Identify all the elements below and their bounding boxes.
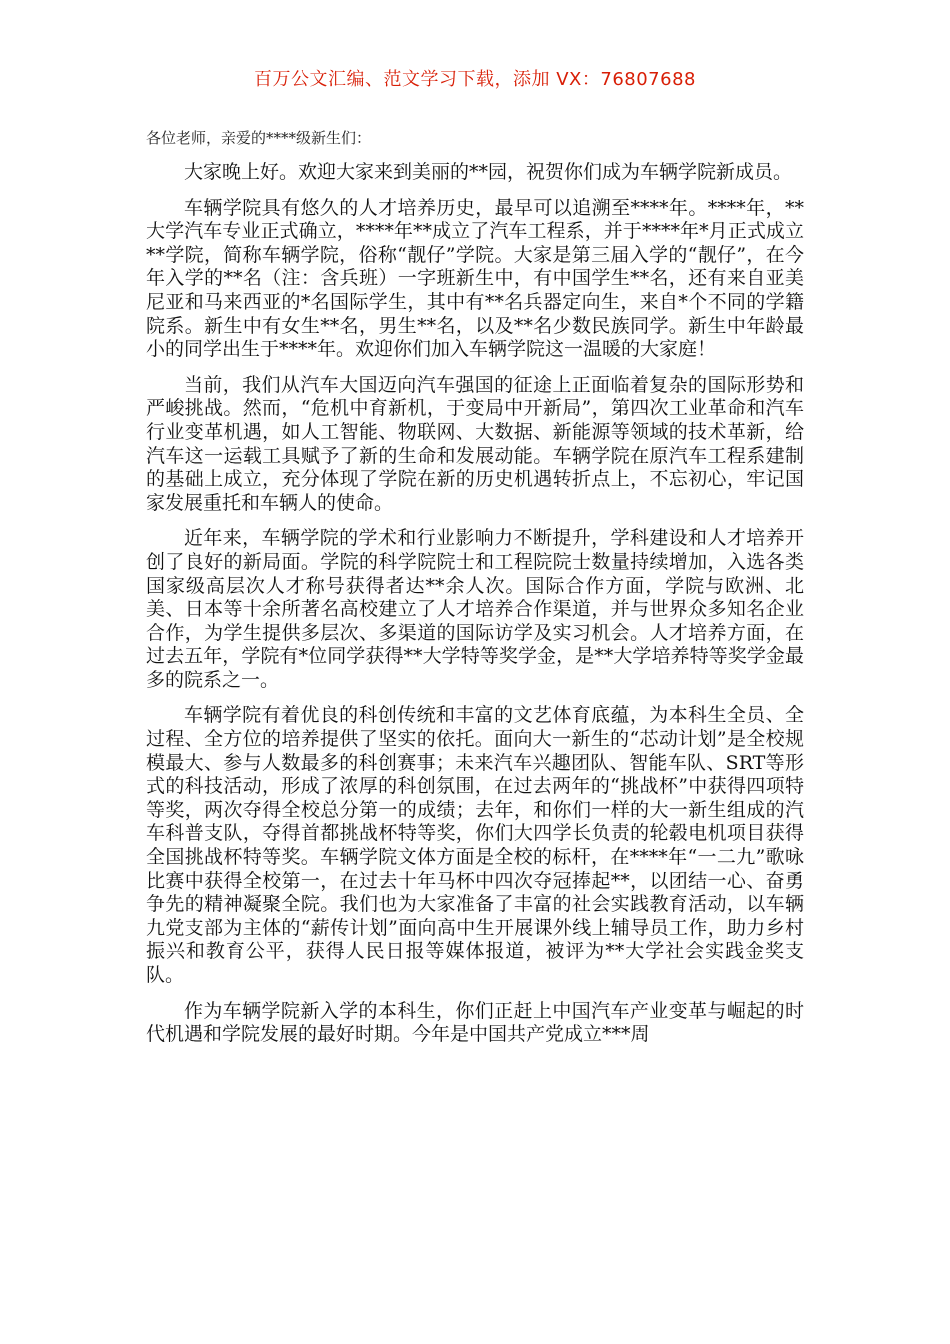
paragraph-activities: 车辆学院有着优良的科创传统和丰富的文艺体育底蕴，为本科生全员、全过程、全方位的培养提供了坚实的依托。面向大一新生的“芯动计划”是全校规模最大、参与人数最多的科创赛事；未来汽车兴趣团队、智能车队、SRT等形式的科技活动，形成了浓厚的科创氛围，在过去两年的“挑战杯”中获得四项特等奖，两次夺得全校总分第一的成绩；去年，和你们一样的大一新生组成的汽车科普支队，夺得首都挑战杯特等奖，你们大四学长负责的轮毂电机项目获得全国挑战杯特等奖。车辆学院文体方面是全校的标杆，在****年“一二九”歌咏比赛中获得全校第一，在过去十年马杯中四次夺冠捧起**，以团结一心、奋勇争先的精神凝聚全院。我们也为大家准备了丰富的社会实践教育活动，以车辆九党支部为主体的“薪传计划”面向高中生开展课外线上辅导员工作，助力乡村振兴和教育公平，获得人民日报等媒体报道，被评为**大学社会实践金奖支队。: [146, 704, 804, 986]
document-body: [146, 125, 804, 1059]
paragraph-achievements: 近年来，车辆学院的学术和行业影响力不断提升，学科建设和人才培养开创了良好的新局面。学院的科学院院士和工程院院士数量持续增加，入选各类国家级高层次人才称号获得者达**余人次。国际合作方面，学院与欧洲、北美、日本等十余所著名高校建立了人才培养合作渠道，并与世界众多知名企业合作，为学生提供多层次、多渠道的国际访学及实习机会。人才培养方面，在过去五年，学院有*位同学获得**大学特等奖学金，是**大学培养特等奖学金最多的院系之一。: [146, 527, 804, 691]
salutation: 各位老师，亲爱的****级新生们：: [146, 129, 372, 147]
paragraph-greeting: 大家晚上好。欢迎大家来到美丽的**园，祝贺你们成为车辆学院新成员。: [184, 161, 793, 183]
paragraph-history: 车辆学院具有悠久的人才培养历史，最早可以追溯至****年。****年，**大学汽车专业正式确立，****年**成立了汽车工程系，并于****年*月正式成立**学院，简称车辆学院，俗称“靓仔”学院。大家是第三届入学的“靓仔”，在今年入学的**名（注：含兵班）一字班新生中，有中国学生**名，还有来自亚美尼亚和马来西亚的*名国际学生，其中有**名兵器定向生，来自*个不同的学籍院系。新生中有女生**名，男生**名，以及**名少数民族同学。新生中年龄最小的同学出生于****年。欢迎你们加入车辆学院这一温暖的大家庭！: [146, 196, 804, 361]
paragraph-opportunity: 作为车辆学院新入学的本科生，你们正赶上中国汽车产业变革与崛起的时代机遇和学院发展的最好时期。今年是中国共产党成立***周: [146, 999, 804, 1046]
download-notice-header: 百万公文汇编、范文学习下载，添加 VX：76807688: [254, 69, 696, 90]
paragraph-challenges: 当前，我们从汽车大国迈向汽车强国的征途上正面临着复杂的国际形势和严峻挑战。然而，“危机中育新机，于变局中开新局”，第四次工业革命和汽车行业变革机遇，如人工智能、物联网、大数据、新能源等领域的技术革新，给汽车这一运载工具赋予了新的生命和发展动能。车辆学院在原汽车工程系建制的基础上成立，充分体现了学院在新的历史机遇转折点上，不忘初心，牢记国家发展重托和车辆人的使命。: [146, 373, 804, 514]
